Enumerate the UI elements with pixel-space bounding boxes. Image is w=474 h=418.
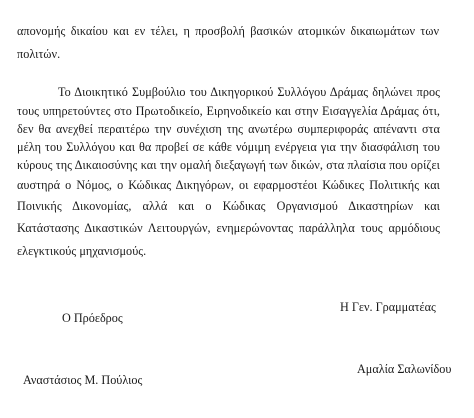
- paragraph-2-line-4: μέλη του Συλλόγου και θα προβεί σε κάθε νόμιμη ενέργεια για την διασφάλιση του: [17, 140, 440, 154]
- paragraph-2-line-7: Ποινικής Δικονομίας, αλλά και ο Κώδικας Οργανισμού Δικαστηρίων και: [17, 199, 440, 213]
- paragraph-1-line-1: απονομής δικαίου και εν τέλει, η προσβολή βασικών ατομικών δικαιωμάτων των: [17, 24, 439, 38]
- paragraph-2-line-5: κύρους της Δικαιοσύνης και την ομαλή διεξαγωγή των δικών, στα πλαίσια που ορίζει: [17, 158, 440, 172]
- paragraph-1-line-2: πολιτών.: [17, 47, 61, 61]
- paragraph-2-line-3: δεν θα ανεχθεί περαιτέρω την συνέχιση της ανωτέρω συμπεριφοράς απέναντι στα: [17, 122, 440, 136]
- signature-left-title: Ο Πρόεδρος: [62, 311, 123, 325]
- signature-right-name: Αμαλία Σαλωνίδου: [357, 362, 452, 376]
- paragraph-2-line-8: Κατάστασης Δικαστικών Λειτουργών, ενημερώνοντας παράλληλα τους αρμόδιους: [17, 221, 440, 235]
- paragraph-2-line-1: Το Διοικητικό Συμβούλιο του Δικηγορικού Συλλόγου Δράμας δηλώνει προς: [58, 85, 440, 99]
- paragraph-2-line-2: τους υπηρετούντες στο Πρωτοδικείο, Ειρηνοδικείο και στην Εισαγγελία Δράμας ότι,: [17, 104, 440, 118]
- paragraph-2-line-9: ελεγκτικούς μηχανισμούς.: [17, 244, 147, 258]
- signature-left-name: Αναστάσιος Μ. Πούλιος: [23, 373, 143, 387]
- signature-right-title: Η Γεν. Γραμματέας: [340, 300, 436, 314]
- paragraph-2-line-6: αυστηρά ο Νόμος, ο Κώδικας Δικηγόρων, οι εφαρμοστέοι Κώδικες Πολιτικής και: [17, 178, 440, 192]
